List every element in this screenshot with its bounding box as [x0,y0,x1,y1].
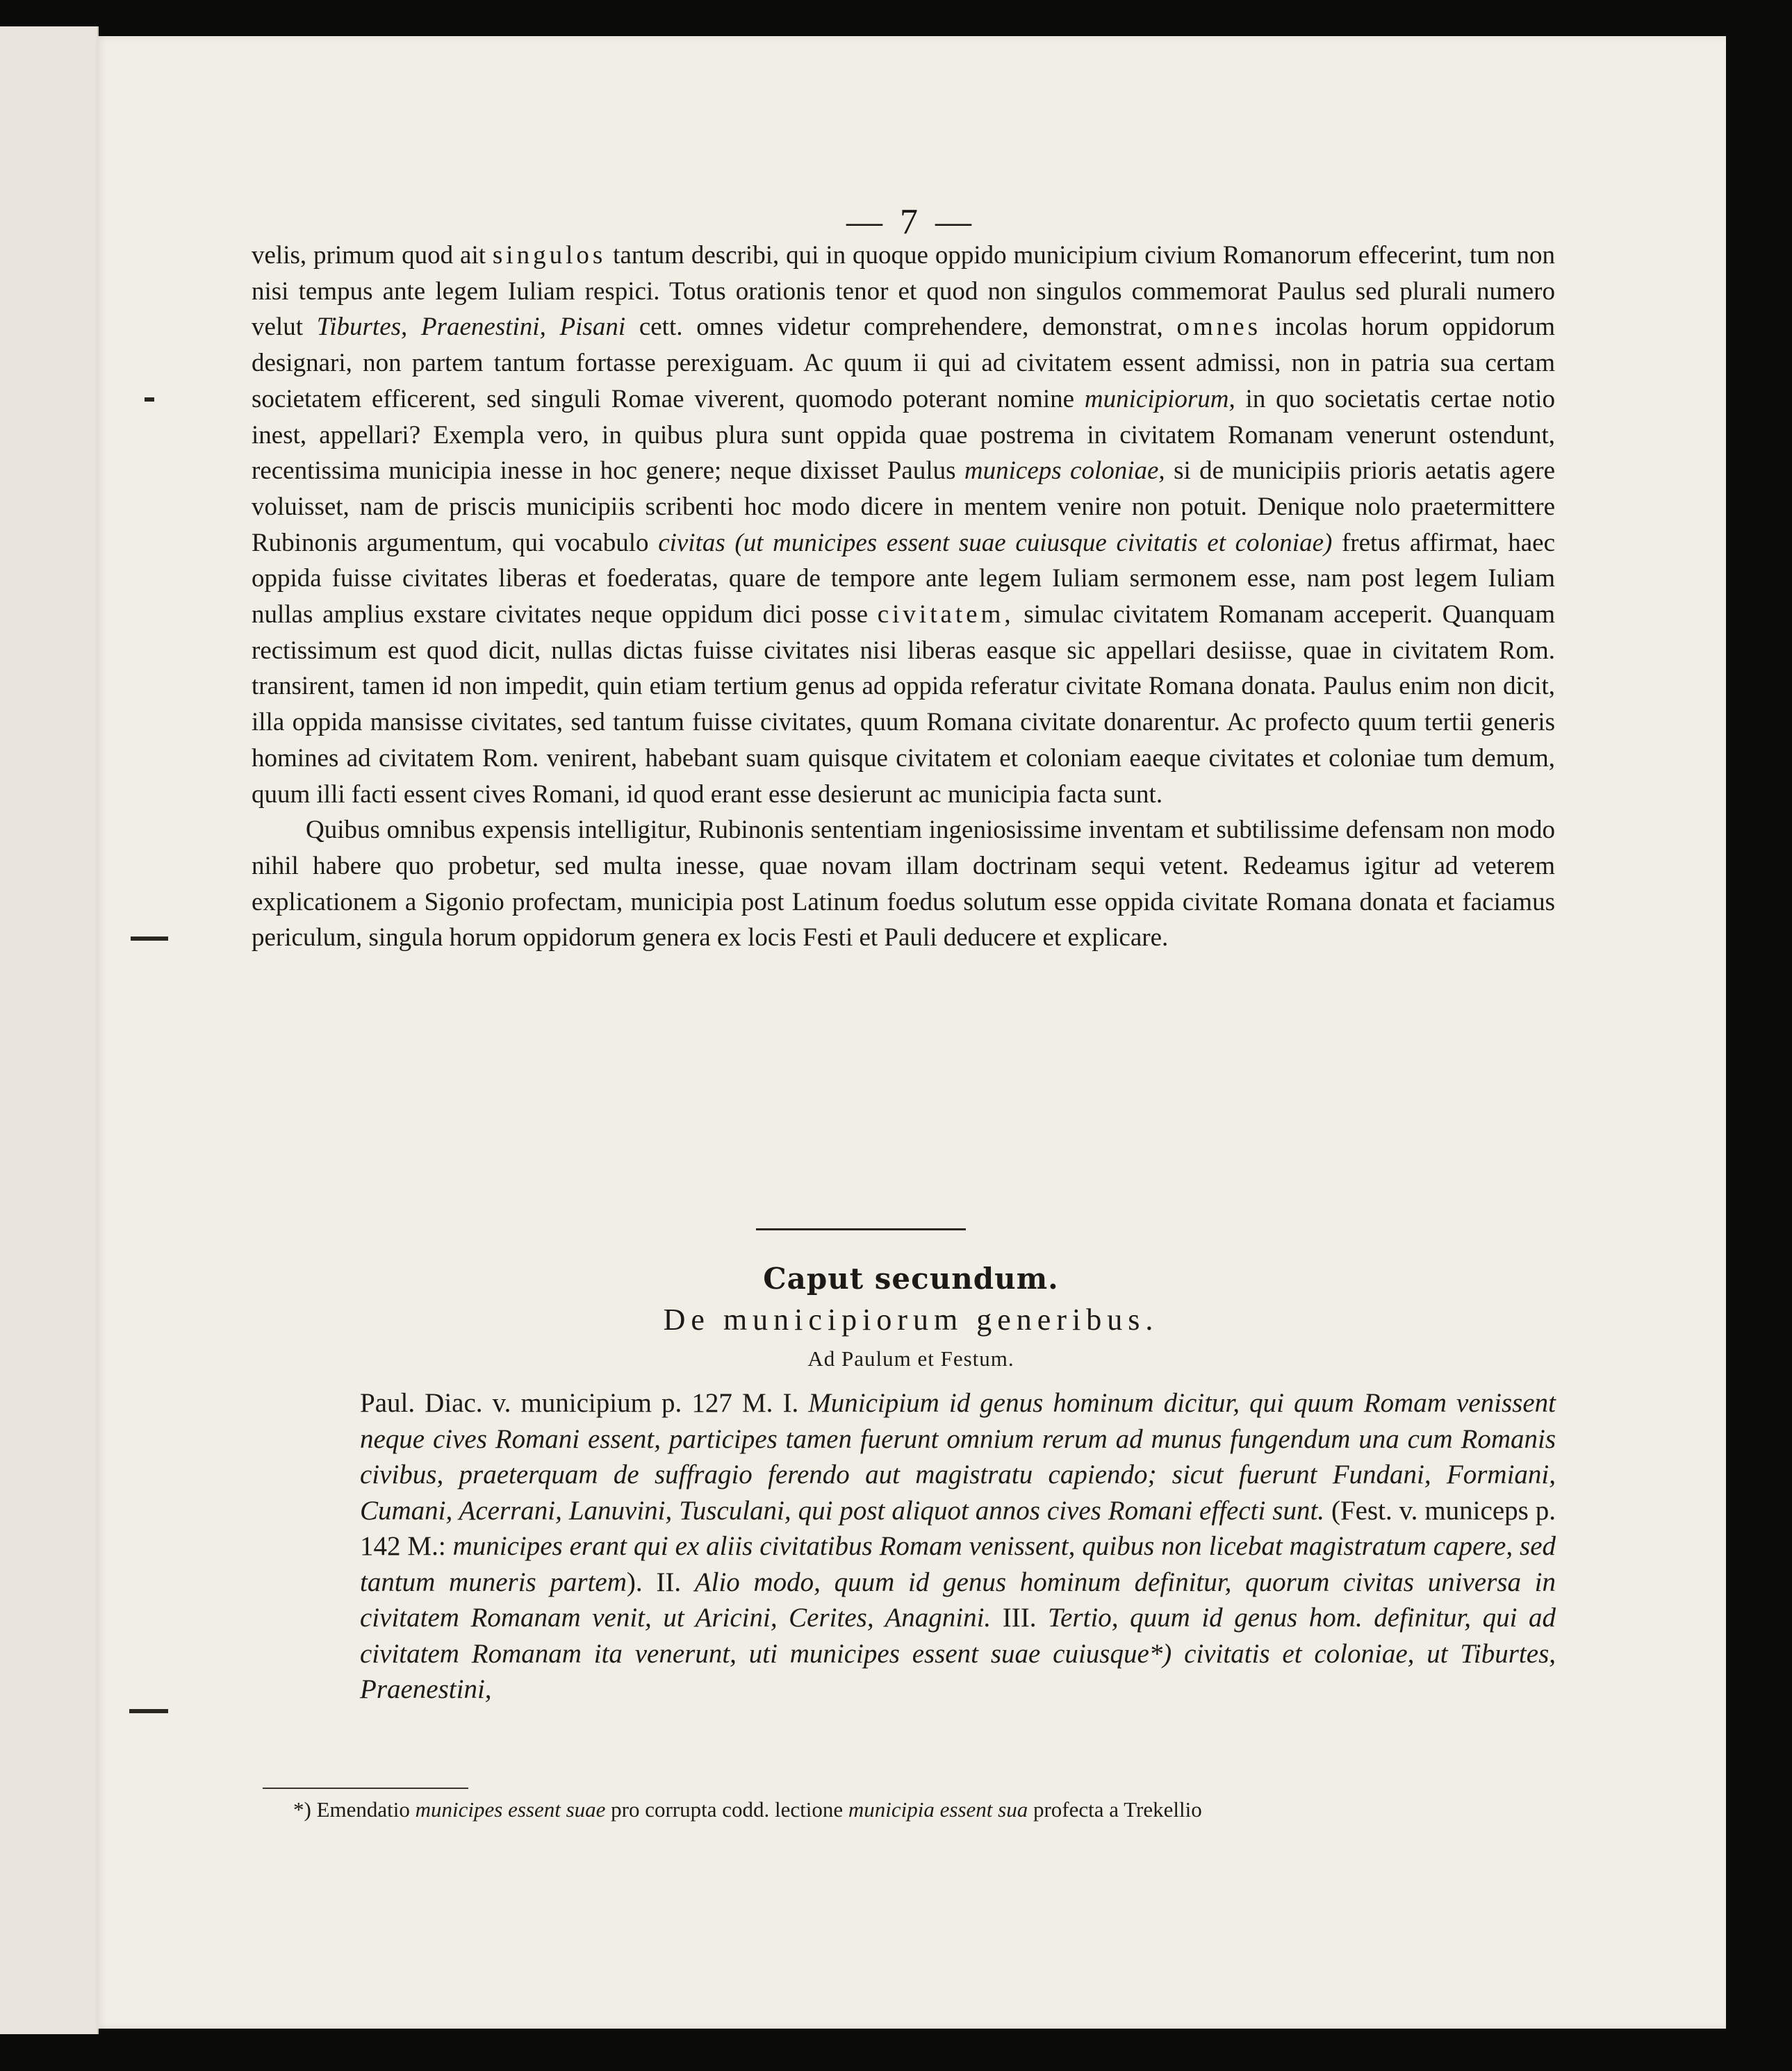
italic-phrase: municipiorum, [1084,384,1235,413]
quote-paragraph: Paul. Diac. v. municipium p. 127 M. I. Municipium id genus hominum dicitur, qui quum Romam venissent neque cives Romani essent, participes tamen fuerunt omnium rerum ad munus fungendum una cum Romanis civibus, praeterquam de suffragio ferendo aut magistratu capiendo; sicut fuerunt Fundani, Formiani, Cumani, Acerrani, Lanuvini, Tusculani, qui post aliquot annos cives Romani effecti sunt. (Fest. v. municeps p. 142 M.: municipes erant qui ex aliis civitatibus Romam venissent, quibus non licebat magistratum capere, sed tantum muneris partem). II. Alio modo, quum id genus hominum definitur, quorum civitas universa in civitatem Romanam venit, ut Aricini, Cerites, Anagnini. III. Tertio, quum id genus hom. definitur, qui ad civitatem Romanam ita venerunt, uti municipes essent suae cuiusque*) civitatis et coloniae, ut Tiburtes, Praenestini, [360,1388,1556,1704]
section-divider [756,1228,966,1230]
footnote: *) Emendatio municipes essent suae pro corrupta codd. lectione municipia essent sua profecta a Trekellio [293,1797,1202,1822]
margin-mark [145,397,154,402]
italic-phrase: civitas (ut municipes essent suae cuiusque civitatis et coloniae) [658,528,1333,557]
quoted-passage [360,1385,1556,1708]
spaced-emphasis: civitatem, [877,600,1014,629]
facing-page-edge [0,26,99,2034]
page-number: — 7 — [846,202,976,242]
book-page [96,36,1726,2029]
spaced-emphasis: singulos [492,241,607,270]
footnote-rule [263,1788,468,1789]
margin-mark [131,937,168,941]
paragraph-1: velis, primum quod ait singulos tantum describi, qui in quoque oppido municipium civium Romanorum effecerint, tum non nisi tempus ante legem Iuliam respici. Totus orationis tenor et quod non singulos commemorat Paulus sed plurali numero velut Tiburtes, Praenestini, Pisani cett. omnes videtur comprehendere, demonstrat, omnes incolas horum oppidorum designari, non partem tantum fortasse perexiguam. Ac quum ii qui ad civitatem essent admissi, non in patria sua certam societatem efficerent, sed singuli Romae viverent, quomodo poterant nomine municipiorum, in quo societatis certae notio inest, appellari? Exempla vero, in quibus plura sunt oppida quae postrema in civitatem Romanam venerunt ostendunt, recentissima municipia inesse in hoc genere; neque dixisset Paulus municeps coloniae, si de municipiis prioris aetatis agere voluisset, nam de priscis municipiis scribenti hoc modo dicere in mentem venire non potuit. Denique nolo praetermittere Rubinonis argumentum, qui vocabulo civitas (ut municipes essent suae cuiusque civitatis et coloniae) fretus affirmat, haec oppida fuisse civitates liberas et foederatas, quare de tempore ante legem Iuliam sermonem esse, nam post legem Iuliam nullas amplius exstare civitates neque oppidum dici posse civitatem, simulac civitatem Romanam acceperit. Quanquam rectissimum est quod dicit, nullas dictas fuisse civitates nisi liberas easque sic appellari desiisse, quae in civitatem Rom. transirent, tamen id non impedit, quin etiam tertium genus ad oppida referatur civitate Romana donata. Paulus enim non dicit, illa oppida mansisse civitates, sed tantum fuisse civitates, quum Romana civitate donarentur. Ac profecto quum tertii generis homines ad civitatem Rom. venirent, habebant suam quisque civitatem et coloniam eaeque civitates et coloniae tum demum, quum illi facti essent cives Romani, id quod erant esse desierunt ac municipia facta sunt. [252,241,1556,809]
body-text [252,238,1555,956]
margin-mark [129,1709,168,1713]
chapter-title: Caput secundum. [763,1262,1059,1296]
italic-phrase: Tiburtes, Praenestini, Pisani [316,313,626,342]
chapter-source-note: Ad Paulum et Festum. [807,1346,1014,1371]
italic-phrase: municeps coloniae, [964,456,1165,486]
chapter-subtitle: De municipiorum generibus. [663,1303,1159,1337]
paragraph-2: Quibus omnibus expensis intelligitur, Rubinonis sententiam ingeniosissime inventam et subtilissime defensam non modo nihil habere quo probetur, sed multa inesse, quae novam illam doctrinam sequi vetent. Redeamus igitur ad veterem explicationem a Sigonio profectam, municipia post Latinum foedus solutum esse oppida civitate Romana donata et faciamus periculum, singula horum oppidorum genera ex locis Festi et Pauli deducere et explicare. [252,816,1555,952]
spaced-emphasis: omnes [1176,313,1262,342]
